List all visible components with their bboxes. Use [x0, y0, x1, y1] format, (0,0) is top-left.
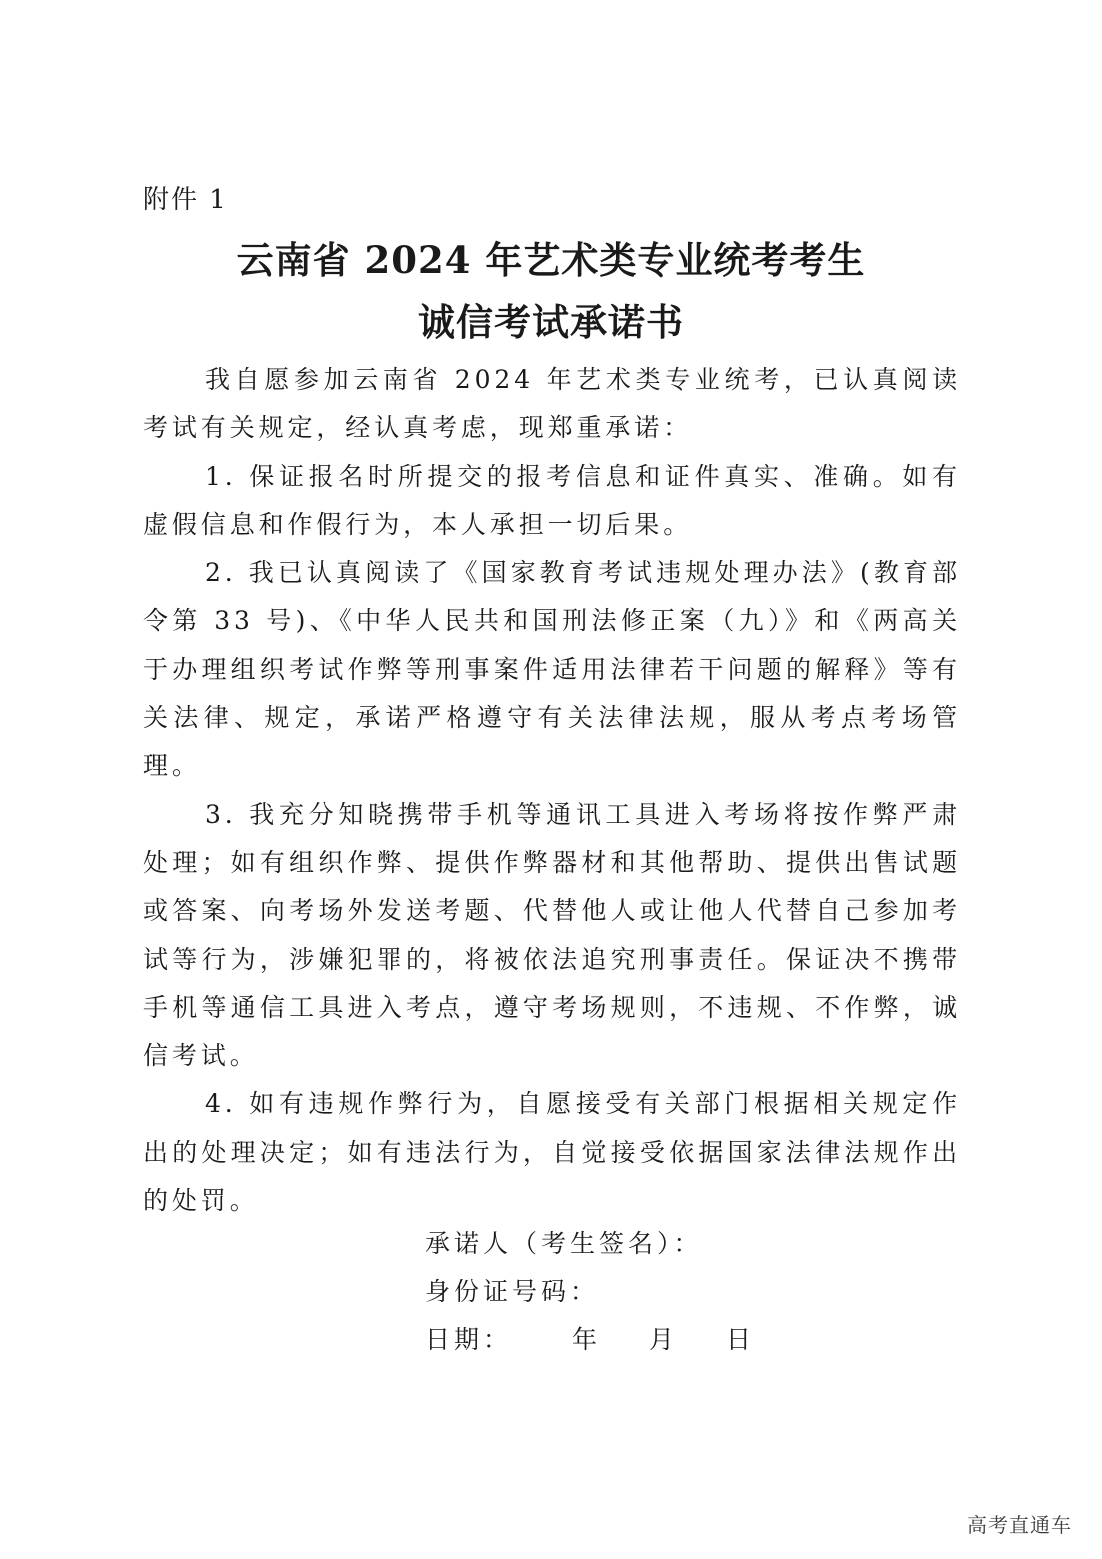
- date-line: [425, 1316, 755, 1364]
- pledge-item-3: 3. 我充分知晓携带手机等通讯工具进入考场将按作弊严肃处理；如有组织作弊、提供作弊器材和其他帮助、提供出售试题或答案、向考场外发送考题、代替他人或让他人代替自己参加考试等行为，涉嫌犯罪的，将被依法追究刑事责任。保证决不携带手机等通信工具进入考点，遵守考场规则，不违规、不作弊，诚信考试。: [143, 799, 961, 1071]
- intro-paragraph: 我自愿参加云南省 2024 年艺术类专业统考，已认真阅读考试有关规定，经认真考虑，现郑重承诺：: [143, 365, 961, 443]
- pledge-item-2: 2. 我已认真阅读了《国家教育考试违规处理办法》(教育部令第 33 号)、《中华人民共和国刑法修正案（九）》和《两高关于办理组织考试作弊等刑事案件适用法律若干问题的解释》等有关法律、规定，承诺严格遵守有关法律法规，服从考点考场管理。: [143, 558, 961, 781]
- day-label: 日: [726, 1325, 756, 1354]
- signer-line: [425, 1220, 755, 1268]
- id-number-line: [425, 1268, 755, 1316]
- pledge-item-1: 1. 保证报名时所提交的报考信息和证件真实、准确。如有虚假信息和作假行为，本人承担一切后果。: [143, 461, 961, 539]
- pledge-item-4: 4. 如有违规作弊行为，自愿接受有关部门根据相关规定作出的处理决定；如有违法行为，自觉接受依据国家法律法规作出的处罚。: [143, 1089, 961, 1216]
- signer-label: 承诺人（考生签名）：: [425, 1229, 703, 1258]
- date-label: 日期：: [425, 1325, 513, 1354]
- watermark-text: 高考直通车: [967, 1513, 1072, 1537]
- year-label: 年: [572, 1325, 602, 1354]
- id-number-label: 身份证号码：: [425, 1277, 600, 1306]
- document-body: [143, 356, 961, 1225]
- month-label: 月: [649, 1325, 679, 1354]
- attachment-label: 附件 1: [143, 185, 228, 215]
- signature-block: [425, 1220, 755, 1364]
- document-title-line-1: 云南省 2024 年艺术类专业统考考生: [236, 238, 866, 282]
- document-title-line-2: 诚信考试承诺书: [418, 300, 684, 344]
